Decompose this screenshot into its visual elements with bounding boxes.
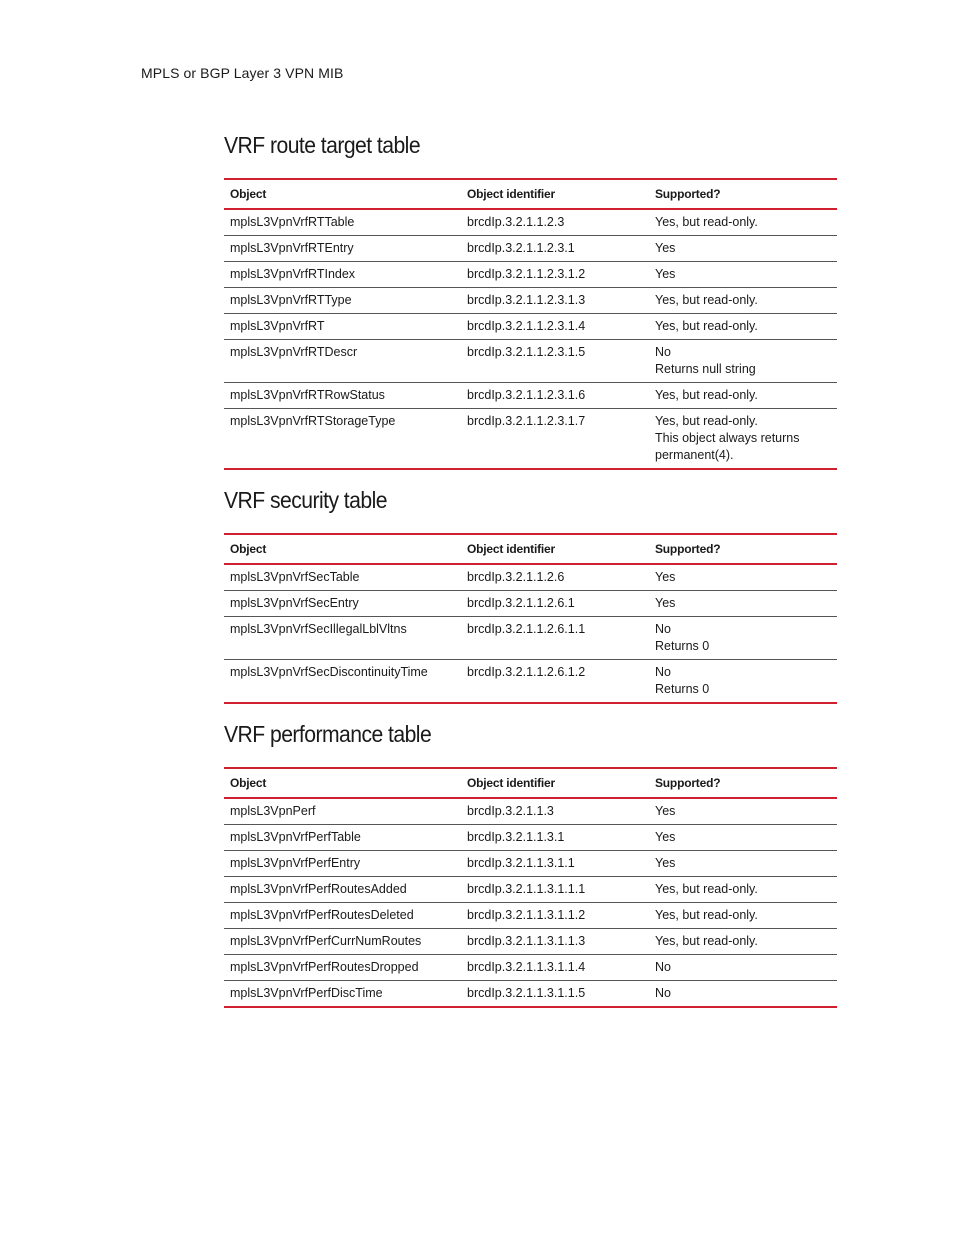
supported-text: Yes [655, 804, 676, 818]
supported-text: Yes [655, 856, 676, 870]
cell-oid: brcdIp.3.2.1.1.3.1.1.2 [461, 903, 649, 929]
cell-oid: brcdIp.3.2.1.1.3.1.1.5 [461, 981, 649, 1008]
table-row [224, 825, 837, 851]
cell-object: mplsL3VpnVrfSecEntry [224, 591, 461, 617]
section-vrf-performance [224, 721, 837, 1008]
supported-text: Yes, but read-only. [655, 388, 758, 402]
cell-oid: brcdIp.3.2.1.1.2.3.1.2 [461, 262, 649, 288]
table-row [224, 929, 837, 955]
cell-oid: brcdIp.3.2.1.1.3.1.1 [461, 851, 649, 877]
mib-table [224, 767, 837, 1008]
table-header-row [224, 179, 837, 209]
supported-text: No [655, 986, 671, 1000]
cell-oid: brcdIp.3.2.1.1.2.6.1 [461, 591, 649, 617]
table-row [224, 617, 837, 660]
cell-oid: brcdIp.3.2.1.1.3.1.1.4 [461, 955, 649, 981]
section-title: VRF security table [224, 487, 387, 513]
cell-object: mplsL3VpnVrfPerfCurrNumRoutes [224, 929, 461, 955]
cell-oid: brcdIp.3.2.1.1.2.3.1.3 [461, 288, 649, 314]
column-header-object: Object [224, 768, 461, 798]
cell-supported [649, 564, 837, 591]
supported-text: Yes, but read-only. [655, 882, 758, 896]
cell-oid: brcdIp.3.2.1.1.2.6 [461, 564, 649, 591]
supported-text: Yes, but read-only. [655, 934, 758, 948]
cell-oid: brcdIp.3.2.1.1.2.6.1.2 [461, 660, 649, 704]
supported-text: Yes, but read-only. [655, 414, 758, 428]
column-header-supported: Supported? [649, 534, 837, 564]
cell-oid: brcdIp.3.2.1.1.2.3 [461, 209, 649, 236]
cell-supported [649, 340, 837, 383]
table-row [224, 564, 837, 591]
table-row [224, 591, 837, 617]
table-row [224, 903, 837, 929]
cell-supported [649, 209, 837, 236]
cell-object: mplsL3VpnVrfRTEntry [224, 236, 461, 262]
table-row [224, 660, 837, 704]
running-header: MPLS or BGP Layer 3 VPN MIB [141, 65, 344, 81]
cell-supported [649, 236, 837, 262]
table-row [224, 288, 837, 314]
table-row [224, 851, 837, 877]
table-row [224, 236, 837, 262]
cell-supported [649, 660, 837, 704]
cell-supported [649, 903, 837, 929]
column-header-oid: Object identifier [461, 768, 649, 798]
column-header-object: Object [224, 179, 461, 209]
cell-object: mplsL3VpnVrfRTStorageType [224, 409, 461, 470]
cell-supported [649, 955, 837, 981]
cell-supported [649, 314, 837, 340]
cell-supported [649, 409, 837, 470]
cell-object: mplsL3VpnVrfPerfRoutesAdded [224, 877, 461, 903]
section-vrf-route-target [224, 132, 837, 470]
supported-text: Yes [655, 830, 676, 844]
supported-text: Yes [655, 241, 676, 255]
supported-text: Yes, but read-only. [655, 215, 758, 229]
supported-text: Yes [655, 267, 676, 281]
supported-text: Yes [655, 570, 676, 584]
cell-oid: brcdIp.3.2.1.1.3.1.1.3 [461, 929, 649, 955]
cell-object: mplsL3VpnVrfPerfDiscTime [224, 981, 461, 1008]
table-row [224, 981, 837, 1008]
cell-supported [649, 981, 837, 1008]
column-header-oid: Object identifier [461, 534, 649, 564]
supported-text: Yes, but read-only. [655, 908, 758, 922]
mib-table [224, 178, 837, 470]
cell-oid: brcdIp.3.2.1.1.2.3.1.4 [461, 314, 649, 340]
cell-object: mplsL3VpnVrfRTRowStatus [224, 383, 461, 409]
cell-oid: brcdIp.3.2.1.1.3.1.1.1 [461, 877, 649, 903]
cell-oid: brcdIp.3.2.1.1.2.3.1.6 [461, 383, 649, 409]
cell-object: mplsL3VpnVrfPerfRoutesDropped [224, 955, 461, 981]
cell-oid: brcdIp.3.2.1.1.3.1 [461, 825, 649, 851]
supported-text: Yes [655, 596, 676, 610]
cell-supported [649, 798, 837, 825]
cell-oid: brcdIp.3.2.1.1.3 [461, 798, 649, 825]
supported-text: Yes, but read-only. [655, 293, 758, 307]
cell-supported [649, 262, 837, 288]
supported-text: No [655, 345, 671, 359]
column-header-object: Object [224, 534, 461, 564]
table-row [224, 798, 837, 825]
supported-text: Yes, but read-only. [655, 319, 758, 333]
cell-object: mplsL3VpnVrfPerfEntry [224, 851, 461, 877]
cell-supported [649, 383, 837, 409]
mib-table [224, 533, 837, 704]
cell-object: mplsL3VpnVrfRTTable [224, 209, 461, 236]
cell-supported [649, 929, 837, 955]
cell-supported [649, 851, 837, 877]
cell-object: mplsL3VpnVrfSecIllegalLblVltns [224, 617, 461, 660]
cell-supported [649, 877, 837, 903]
cell-oid: brcdIp.3.2.1.1.2.6.1.1 [461, 617, 649, 660]
table-row [224, 409, 837, 470]
cell-supported [649, 825, 837, 851]
supported-text: No [655, 665, 671, 679]
cell-supported [649, 591, 837, 617]
supported-text: No [655, 622, 671, 636]
cell-oid: brcdIp.3.2.1.1.2.3.1 [461, 236, 649, 262]
cell-object: mplsL3VpnVrfPerfRoutesDeleted [224, 903, 461, 929]
cell-object: mplsL3VpnVrfRTType [224, 288, 461, 314]
table-row [224, 955, 837, 981]
table-row [224, 383, 837, 409]
cell-supported [649, 288, 837, 314]
cell-object: mplsL3VpnVrfRTDescr [224, 340, 461, 383]
supported-text: This object always returns permanent(4). [655, 431, 800, 462]
table-row [224, 877, 837, 903]
supported-text: Returns 0 [655, 682, 710, 696]
cell-object: mplsL3VpnPerf [224, 798, 461, 825]
section-title: VRF performance table [224, 721, 432, 747]
supported-text: No [655, 960, 671, 974]
cell-oid: brcdIp.3.2.1.1.2.3.1.5 [461, 340, 649, 383]
cell-oid: brcdIp.3.2.1.1.2.3.1.7 [461, 409, 649, 470]
cell-object: mplsL3VpnVrfRTIndex [224, 262, 461, 288]
column-header-supported: Supported? [649, 768, 837, 798]
cell-supported [649, 617, 837, 660]
table-row [224, 209, 837, 236]
supported-text: Returns 0 [655, 639, 710, 653]
section-title: VRF route target table [224, 132, 421, 158]
supported-text: Returns null string [655, 362, 756, 376]
section-vrf-security [224, 487, 837, 704]
table-row [224, 314, 837, 340]
table-row [224, 340, 837, 383]
column-header-supported: Supported? [649, 179, 837, 209]
column-header-oid: Object identifier [461, 179, 649, 209]
table-header-row [224, 768, 837, 798]
cell-object: mplsL3VpnVrfSecDiscontinuityTime [224, 660, 461, 704]
table-header-row [224, 534, 837, 564]
cell-object: mplsL3VpnVrfPerfTable [224, 825, 461, 851]
table-row [224, 262, 837, 288]
cell-object: mplsL3VpnVrfRT [224, 314, 461, 340]
cell-object: mplsL3VpnVrfSecTable [224, 564, 461, 591]
